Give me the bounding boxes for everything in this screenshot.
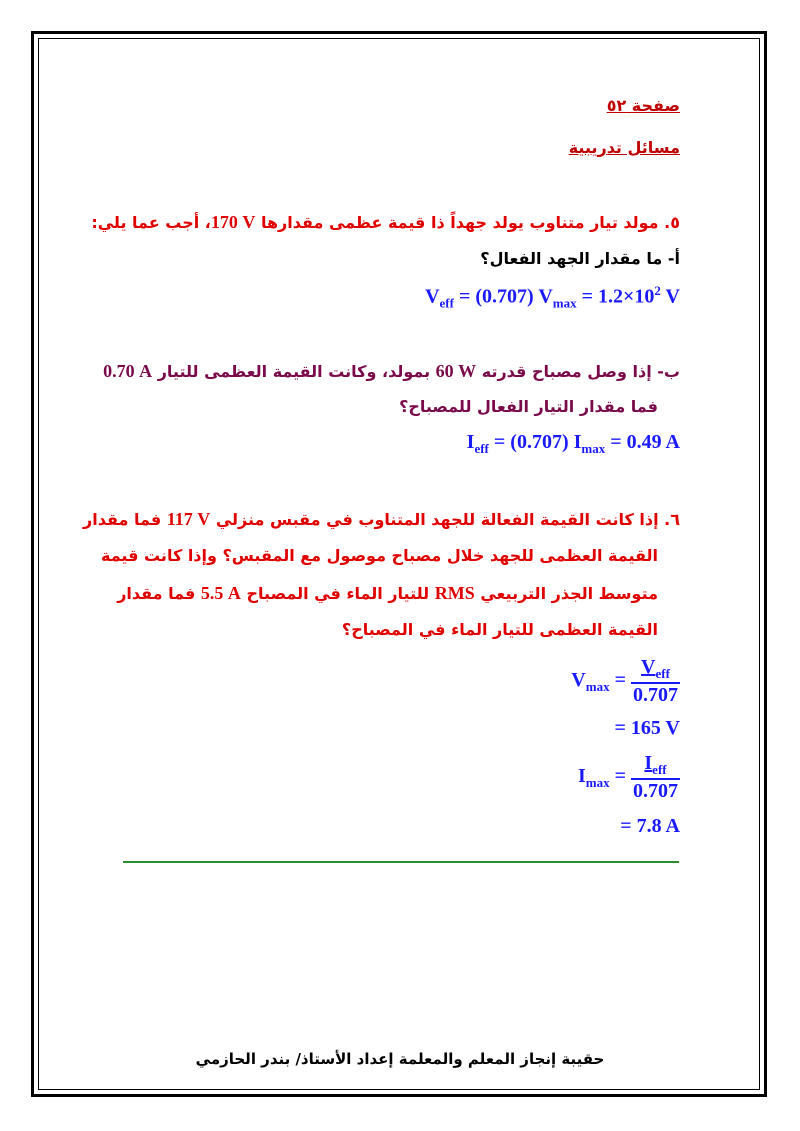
- q5-part-b-line1: ب- إذا وصل مصباح قدرته 60 W بمولد، وكانت القيمة العظمى للتيار 0.70 A: [103, 361, 680, 381]
- fraction-v: $\frac{V_{eff}}{0.707}$: [633, 656, 678, 706]
- section-title: مسائل تدريبية: [568, 138, 680, 157]
- q5-answer-a: $V_{eff} = (0.707) V_{max} = 1.2\times 10^2$ V: [425, 283, 680, 311]
- q6-line2: القيمة العظمى للجهد خلال مصباح موصول مع المقبس؟ وإذا كانت قيمة: [100, 546, 658, 565]
- q5-stem: [91, 212, 680, 233]
- q6-answer-i: $I_{max}$ = $\frac{I_{eff}}{0.707}$: [577, 752, 678, 802]
- q5-answer-b: $I_{eff} = (0.707) I_{max} = 0.49$ A: [466, 431, 680, 456]
- q6-line1: ٦. إذا كانت القيمة الفعالة للجهد المتناوب في مقبس منزلي 117 V فما مقدار: [83, 509, 680, 529]
- q5-stem-post: ، أجب عما يلي:: [91, 213, 211, 232]
- q5-part-a: أ- ما مقدار الجهد الفعال؟: [480, 249, 680, 268]
- q6-answer-v-result: = 165 V: [614, 717, 680, 739]
- page-label: صفحة ٥٢: [606, 96, 680, 115]
- section-divider: [123, 861, 679, 863]
- footer-credit: حقيبة إنجاز المعلم والمعلمة إعداد الأستاذ/ بندر الحازمي: [195, 1050, 605, 1068]
- q6-answer-v: $V_{max}$ = $\frac{V_{eff}}{0.707}$: [571, 656, 678, 706]
- q6-line4: القيمة العظمى للتيار الماء في المصباح؟: [341, 620, 658, 639]
- fraction-i: $\frac{I_{eff}}{0.707}$: [633, 752, 678, 802]
- q5-stem-value: 170 V: [210, 212, 256, 232]
- q5-stem-pre: ٥. مولد تيار متناوب يولد جهداً ذا قيمة عظمى مقدارها: [260, 213, 680, 232]
- q6-answer-i-result: = 7.8 A: [620, 815, 680, 837]
- q5-part-b-line2: فما مقدار التيار الفعال للمصباح؟: [399, 397, 658, 416]
- q6-line3: متوسط الجذر التربيعي RMS للتيار الماء في المصباح 5.5 A فما مقدار: [117, 583, 658, 603]
